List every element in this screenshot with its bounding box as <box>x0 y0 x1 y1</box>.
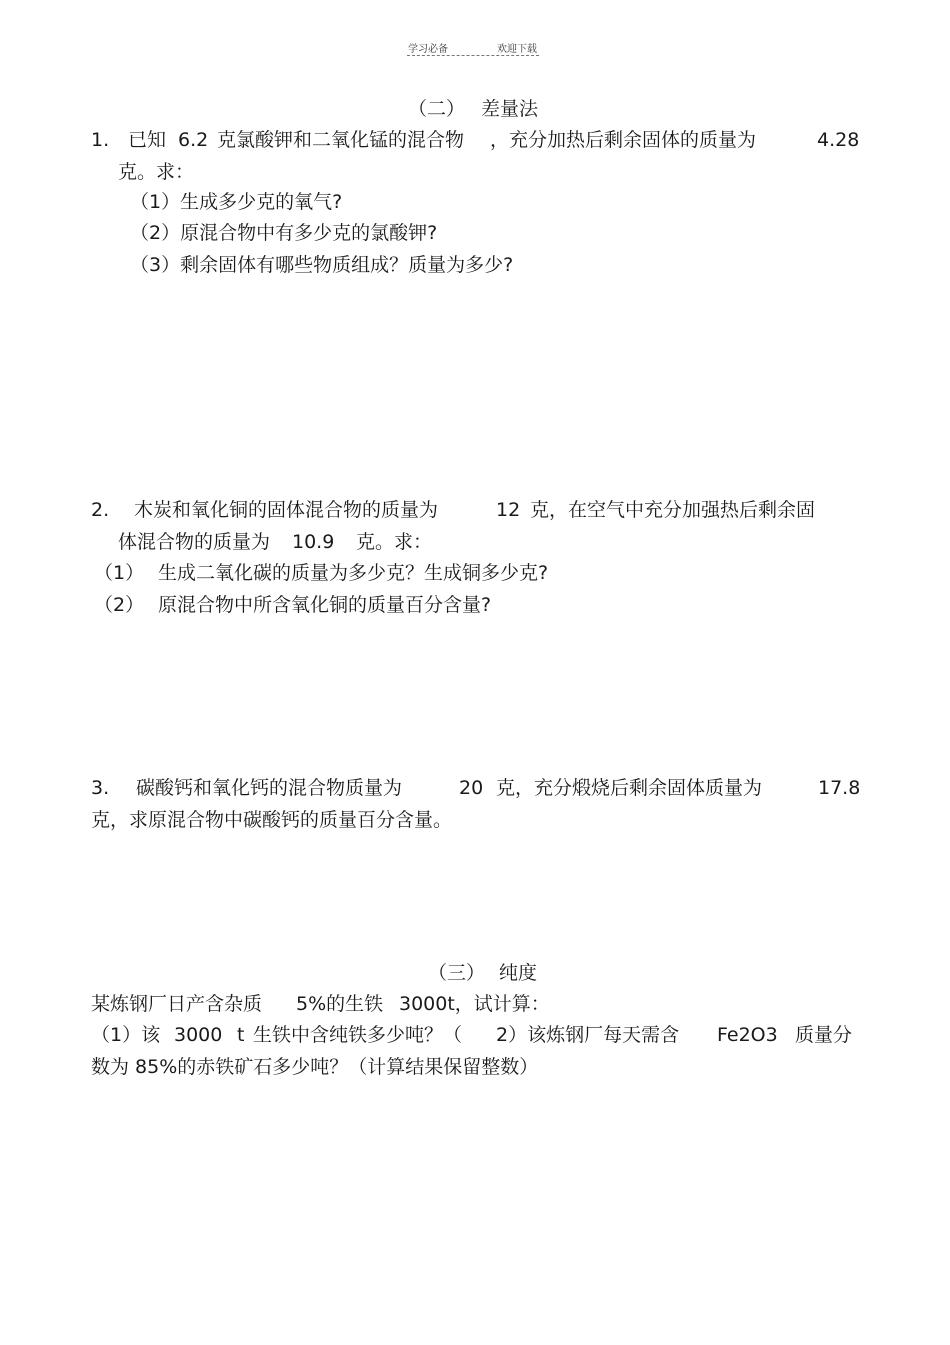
q1-sub-1: （1）生成多少克的氧气? <box>130 191 343 213</box>
q3-text-c: 克，求原混合物中碳酸钙的质量百分含量。 <box>91 809 453 831</box>
q2-text-a: 木炭和氧化铜的固体混合物的质量为 <box>134 499 439 521</box>
purity-text-a: 某炼钢厂日产含杂质 <box>91 993 263 1015</box>
q2-text-b: 克，在空气中充分加强热后剩余固 <box>530 499 816 521</box>
header-rule <box>407 55 539 56</box>
q3-text-b: 克，充分煅烧后剩余固体质量为 <box>496 777 763 799</box>
q1-number: 1. <box>91 129 110 151</box>
section2-title-number: （二） <box>408 98 466 120</box>
section2-title: 差量法 <box>481 98 539 120</box>
q2-sub-1: 生成二氧化碳的质量为多少克？生成铜多少克? <box>158 562 549 584</box>
q1-text-d: 克。求： <box>118 161 195 183</box>
section3-title-number: （三） <box>428 962 486 984</box>
q2-text-d: 克。求： <box>356 531 433 553</box>
q2-value-remaining: 10.9 <box>292 531 335 553</box>
q3-value-mass: 20 <box>459 777 484 799</box>
purity-formula: Fe2O3 <box>717 1024 778 1046</box>
q1-text-c: ，充分加热后剩余固体的质量为 <box>490 129 757 151</box>
q2-sub-2: 原混合物中所含氧化铜的质量百分含量? <box>158 594 492 616</box>
purity-text-e: 生铁中含纯铁多少吨？（ <box>253 1024 463 1046</box>
q3-text-a: 碳酸钙和氧化钙的混合物质量为 <box>136 777 403 799</box>
q1-value-remaining: 4.28 <box>817 129 860 151</box>
q2-text-c: 体混合物的质量为 <box>118 531 271 553</box>
purity-text-f: 2）该炼钢厂每天需含 <box>496 1024 680 1046</box>
q1-sub-2: （2）原混合物中有多少克的氯酸钾? <box>130 222 438 244</box>
header-left: 学习必备 <box>408 44 448 55</box>
q1-text-a: 已知 <box>128 129 167 151</box>
header-right: 欢迎下载 <box>497 44 537 55</box>
q2-value-mass: 12 <box>496 499 521 521</box>
section3-title: 纯度 <box>499 962 538 984</box>
purity-text-h: 数为 85%的赤铁矿石多少吨？（计算结果保留整数） <box>91 1056 539 1078</box>
q2-sub-1-number: （1） <box>94 562 145 584</box>
purity-text-d: （1）该 <box>91 1024 161 1046</box>
q1-sub-3: （3）剩余固体有哪些物质组成？质量为多少? <box>130 254 514 276</box>
q1-value-mass: 6.2 <box>178 129 209 151</box>
purity-text-g: 质量分 <box>795 1024 853 1046</box>
q1-text-b: 克氯酸钾和二氧化锰的混合物 <box>217 129 465 151</box>
purity-unit-t: t <box>237 1024 245 1046</box>
purity-text-b: 5%的生铁 <box>296 993 384 1015</box>
q3-value-remaining: 17.8 <box>818 777 861 799</box>
q2-number: 2. <box>91 499 110 521</box>
q3-number: 3. <box>91 777 110 799</box>
q2-sub-2-number: （2） <box>94 594 145 616</box>
purity-text-c: 3000t，试计算： <box>399 993 550 1015</box>
purity-value-3000: 3000 <box>174 1024 223 1046</box>
